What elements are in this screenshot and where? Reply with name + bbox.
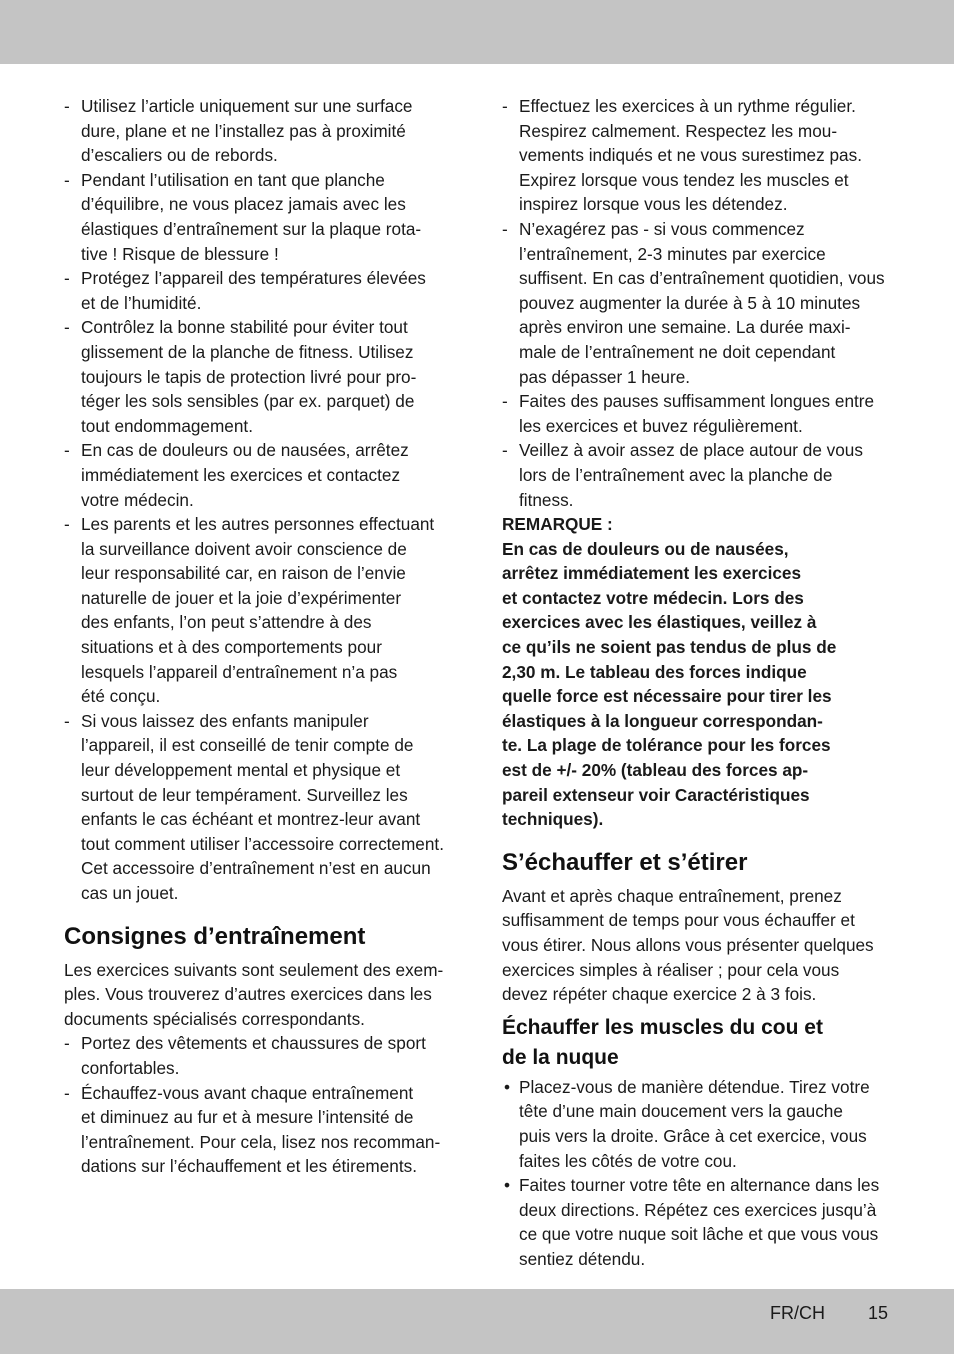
text-line: cas un jouet.	[81, 883, 179, 903]
text-line: En cas de douleurs ou de nausées,	[502, 538, 789, 559]
text-line: et de l’humidité.	[81, 292, 202, 313]
text-line: lors de l’entraînement avec la planche de	[519, 464, 833, 485]
text-line: lesquels l’appareil d’entraînement n’a pas	[81, 661, 398, 682]
text-line: surtout de leur tempérament. Surveillez les	[81, 784, 408, 805]
text-line: fitness.	[519, 489, 574, 510]
list-marker: •	[504, 1076, 511, 1097]
text-line: suffisent. En cas d’entraînement quotidien, vous	[519, 268, 885, 289]
text-line: inspirez lorsque vous les détendez.	[519, 194, 788, 215]
list-marker: -	[64, 96, 70, 116]
text-line: Si vous laissez des enfants manipuler	[81, 710, 369, 731]
text-line: Avant et après chaque entraînement, prenez	[502, 885, 842, 906]
text-line: les exercices et buvez régulièrement.	[519, 415, 803, 436]
text-line: Protégez l’appareil des températures élevées	[81, 268, 426, 289]
list-marker: -	[502, 440, 508, 461]
list-marker: -	[502, 96, 508, 116]
page-number: 15	[868, 1303, 889, 1323]
text-line: d’équilibre, ne vous placez jamais avec les	[81, 194, 406, 215]
text-line: glissement de la planche de fitness. Utilisez	[81, 341, 414, 362]
left-column	[64, 94, 456, 1179]
neck-subheading	[502, 1013, 894, 1073]
list-marker: -	[64, 514, 70, 535]
text-line: te. La plage de tolérance pour les forces	[502, 735, 831, 756]
text-line: est de +/- 20% (tableau des forces ap-	[502, 760, 809, 781]
text-line: Respirez calmement. Respectez les mou-	[519, 120, 838, 141]
text-line: téger les sols sensibles (par ex. parquet) de	[81, 391, 415, 412]
text-line: Placez-vous de manière détendue. Tirez votre	[519, 1076, 870, 1097]
text-line: exercices avec les élastiques, veillez à	[502, 612, 817, 633]
text-line: d’escaliers ou de rebords.	[81, 145, 278, 166]
safety-list	[64, 94, 456, 906]
text-line: situations et à des comportements pour	[81, 637, 382, 658]
list-item	[502, 1075, 894, 1173]
text-line: enfants le cas échéant et montrez-leur avant	[81, 809, 421, 830]
list-item	[64, 709, 456, 906]
text-line: Effectuez les exercices à un rythme régulier.	[519, 96, 856, 116]
text-line: sentiez détendu.	[519, 1248, 646, 1269]
text-line: leur développement mental et physique et	[81, 760, 401, 781]
list-item	[502, 389, 894, 438]
list-marker: -	[64, 710, 70, 731]
exercise-tips-list	[502, 94, 894, 512]
text-line: la surveillance doivent avoir conscience de	[81, 538, 407, 559]
list-marker: -	[64, 1082, 70, 1103]
text-line: l’entraînement, 2-3 minutes par exercice	[519, 243, 826, 264]
text-line: et contactez votre médecin. Lors des	[502, 587, 804, 608]
list-item	[502, 94, 894, 217]
list-marker: -	[502, 391, 508, 412]
list-marker: -	[64, 268, 70, 289]
text-line: N’exagérez pas - si vous commencez	[519, 218, 805, 239]
list-item	[64, 266, 456, 315]
right-column	[502, 94, 894, 1272]
text-line: et diminuez au fur et à mesure l’intensité de	[81, 1107, 414, 1128]
list-marker: -	[502, 218, 508, 239]
text-line: Veillez à avoir assez de place autour de vous	[519, 440, 863, 461]
text-line: puis vers la droite. Grâce à cet exercice, vous	[519, 1125, 867, 1146]
text-line: Les parents et les autres personnes effectuant	[81, 514, 435, 535]
text-line: pareil extenseur voir Caractéristiques	[502, 784, 810, 805]
text-line: suffisamment de temps pour vous échauffer et	[502, 910, 855, 931]
text-line: naturelle de jouer et la joie d’expérimenter	[81, 587, 402, 608]
list-item	[502, 217, 894, 389]
list-marker: -	[64, 317, 70, 338]
text-line: pas dépasser 1 heure.	[519, 366, 691, 387]
text-line: immédiatement les exercices et contactez	[81, 464, 401, 485]
text-line: male de l’entraînement ne doit cependant	[519, 341, 836, 362]
list-item	[502, 1173, 894, 1271]
list-item	[64, 315, 456, 438]
text-line: pouvez augmenter la durée à 5 à 10 minutes	[519, 292, 861, 313]
text-line: été conçu.	[81, 686, 161, 707]
text-line: leur responsabilité car, en raison de l’envie	[81, 563, 406, 584]
list-item	[64, 512, 456, 709]
list-marker: -	[64, 169, 70, 190]
text-line: documents spécialisés correspondants.	[64, 1008, 365, 1029]
warmup-intro	[502, 884, 894, 1007]
text-line: Cet accessoire d’entraînement n’est en aucun	[81, 858, 431, 879]
neck-exercise-list	[502, 1075, 894, 1272]
text-line: votre médecin.	[81, 489, 194, 510]
training-intro	[64, 958, 456, 1032]
text-line: des enfants, l’on peut s’attendre à des	[81, 612, 372, 633]
text-line: tive ! Risque de blessure !	[81, 243, 279, 264]
text-line: ce qu’ils ne soient pas tendus de plus de	[502, 637, 837, 658]
text-line: quelle force est nécessaire pour tirer les	[502, 686, 832, 707]
text-line: dations sur l’échauffement et les étirements.	[81, 1156, 417, 1177]
training-list	[64, 1031, 456, 1179]
text-line: tête d’une main doucement vers la gauche	[519, 1101, 843, 1122]
text-line: ce que votre nuque soit lâche et que vous vous	[519, 1224, 879, 1245]
text-line: Expirez lorsque vous tendez les muscles et	[519, 169, 849, 190]
text-line: vous étirer. Nous allons vous présenter quelques	[502, 935, 874, 955]
list-item	[502, 438, 894, 512]
list-marker: -	[64, 1033, 70, 1054]
text-line: Faites tourner votre tête en alternance dans les	[519, 1175, 880, 1196]
text-line: après environ une semaine. La durée maxi-	[519, 317, 851, 338]
remark-note	[502, 512, 894, 832]
text-line: devez répéter chaque exercice 2 à 3 fois.	[502, 984, 817, 1005]
text-line: 2,30 m. Le tableau des forces indique	[502, 661, 807, 682]
text-line: Pendant l’utilisation en tant que planche	[81, 169, 385, 190]
text-line: tout comment utiliser l’accessoire correctement.	[81, 833, 444, 854]
text-line: Utilisez l’article uniquement sur une surface	[81, 96, 413, 116]
text-line: dure, plane et ne l’installez pas à proximité	[81, 120, 406, 141]
list-item	[64, 1031, 456, 1080]
text-line: Échauffer les muscles du cou et	[502, 1015, 823, 1039]
training-heading: Consignes d’entraînement	[64, 922, 366, 950]
text-line: Faites des pauses suffisamment longues entre	[519, 391, 875, 412]
language-code: FR/CH	[770, 1303, 825, 1323]
text-line: élastiques d’entraînement sur la plaque rota-	[81, 218, 422, 239]
text-line: techniques).	[502, 809, 604, 830]
list-item	[64, 168, 456, 266]
text-line: l’entraînement. Pour cela, lisez nos recomman-	[81, 1131, 441, 1152]
text-line: vements indiqués et ne vous surestimez pas.	[519, 145, 862, 166]
list-item	[64, 1081, 456, 1179]
text-line: ples. Vous trouverez d’autres exercices dans les	[64, 984, 432, 1005]
text-line: Échauffez-vous avant chaque entraînement	[81, 1082, 414, 1103]
text-line: Contrôlez la bonne stabilité pour éviter tout	[81, 317, 408, 338]
text-line: exercices simples à réaliser ; pour cela vous	[502, 959, 840, 980]
text-line: toujours le tapis de protection livré pour pro-	[81, 366, 417, 387]
text-line: deux directions. Répétez ces exercices jusqu’à	[519, 1199, 877, 1220]
text-line: En cas de douleurs ou de nausées, arrêtez	[81, 440, 409, 461]
text-line: confortables.	[81, 1057, 180, 1078]
list-marker: •	[504, 1175, 511, 1196]
text-line: Portez des vêtements et chaussures de sport	[81, 1033, 426, 1054]
text-line: arrêtez immédiatement les exercices	[502, 563, 802, 584]
list-item	[64, 438, 456, 512]
text-line: l’appareil, il est conseillé de tenir compte de	[81, 735, 414, 756]
text-line: Les exercices suivants sont seulement des exem-	[64, 959, 444, 980]
text-line: élastiques à la longueur correspondan-	[502, 710, 823, 731]
text-line: REMARQUE :	[502, 514, 613, 535]
list-marker: -	[64, 440, 70, 461]
text-line: faites les côtés de votre cou.	[519, 1150, 737, 1171]
list-item	[64, 94, 456, 168]
warmup-heading: S’échauffer et s’étirer	[502, 848, 748, 876]
text-line: de la nuque	[502, 1045, 619, 1069]
text-line: tout endommagement.	[81, 415, 253, 436]
header-band	[0, 0, 954, 64]
